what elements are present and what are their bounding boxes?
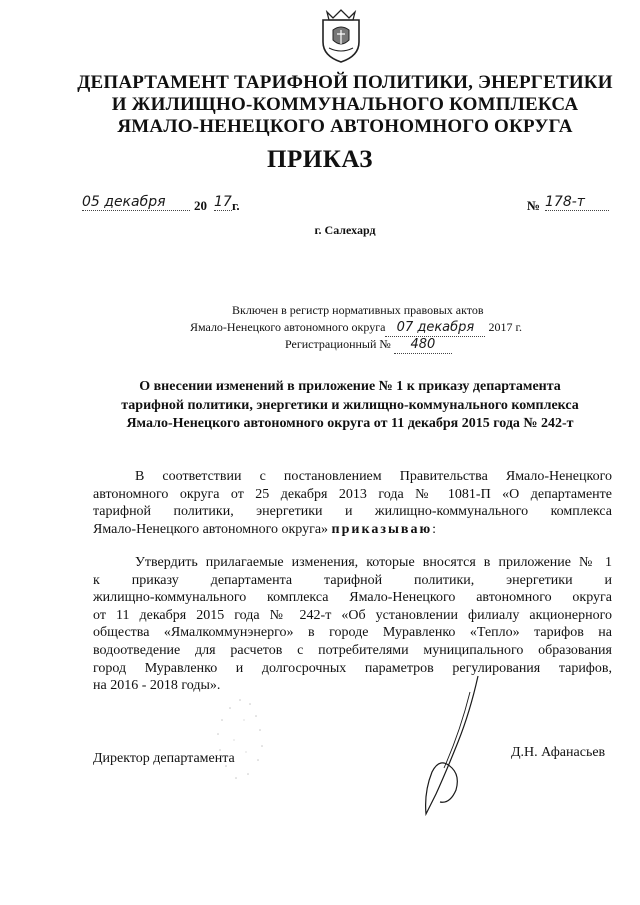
paragraph-line: тарифной политики, энергетики и жилищно-коммунального комплекса: [93, 504, 612, 520]
registration-number-label: Регистрационный №: [285, 337, 391, 351]
paragraph-line: автономного округа от 25 декабря 2013 года № 1081-П «О департаменте: [93, 486, 612, 502]
registration-year: 2017 г.: [488, 320, 523, 334]
order-number-sign: №: [527, 198, 541, 213]
paragraph-line: [93, 521, 612, 539]
city-label: г. Салехард: [314, 223, 376, 237]
registration-line-3: [285, 336, 452, 354]
paragraph-line: общества «Ямалкоммунэнерго» в городе Муравленко «Тепло» тарифов на: [93, 625, 612, 641]
preamble-paragraph: [93, 468, 612, 538]
order-year-suffix: 17: [214, 194, 232, 210]
paragraph-line: Утвердить прилагаемые изменения, которые вносятся в приложение № 1: [135, 555, 612, 570]
order-number-value: 178-т: [545, 194, 609, 211]
order-title: ПРИКАЗ: [267, 146, 373, 173]
decision-paragraph: [93, 554, 612, 695]
subject-line: Ямало-Ненецкого автономного округа от 11 декабря 2015 года № 242-т: [126, 416, 574, 431]
subject-line: тарифной политики, энергетики и жилищно-коммунального комплекса: [121, 397, 579, 413]
coat-of-arms-emblem: [319, 8, 363, 64]
department-title-line: ЯМАЛО-НЕНЕЦКОГО АВТОНОМНОГО ОКРУГА: [117, 116, 573, 137]
paragraph-text: Ямало-Ненецкого автономного округа»: [93, 521, 329, 537]
signatory-name: Д.Н. Афанасьев: [511, 745, 606, 760]
order-year-unit: г.: [232, 198, 240, 213]
department-title-line: И ЖИЛИЩНО-КОММУНАЛЬНОГО КОМПЛЕКСА: [111, 94, 579, 115]
order-subject: [95, 378, 605, 434]
department-title-line: ДЕПАРТАМЕНТ ТАРИФНОЙ ПОЛИТИКИ, ЭНЕРГЕТИКИ: [77, 72, 613, 93]
registration-line-1: Включен в регистр нормативных правовых актов: [232, 303, 484, 317]
registration-number: 480: [394, 336, 452, 354]
paragraph-line: водоотведение для расчетов с потребителями муниципального образования: [93, 642, 612, 658]
registration-date: 07 декабря: [385, 319, 485, 337]
paragraph-line: от 11 декабря 2015 года № 242-т «Об установлении филиалу акционерного: [93, 607, 612, 623]
signatory-position: Директор департамента: [93, 751, 235, 766]
order-date-day: 05 декабря: [82, 194, 190, 211]
registration-region: Ямало-Ненецкого автономного округа: [190, 320, 386, 334]
paragraph-line: город Муравленко и долгосрочных параметров регулирования тарифов,: [93, 660, 612, 676]
order-year-prefix: 20: [194, 198, 207, 213]
handwritten-signature: [400, 672, 490, 822]
decree-colon: :: [432, 521, 437, 537]
stamp-mark: [200, 690, 280, 800]
subject-line: О внесении изменений в приложение № 1 к приказу департамента: [139, 379, 561, 394]
department-title: [60, 72, 630, 138]
registration-line-2: [190, 319, 522, 337]
decree-word: приказываю: [331, 521, 433, 537]
paragraph-line: к приказу департамента тарифной политики, энергетики и: [93, 572, 612, 588]
paragraph-line: на 2016 - 2018 годы».: [93, 678, 221, 694]
paragraph-line: В соответствии с постановлением Правительства Ямало-Ненецкого: [135, 469, 612, 484]
paragraph-line: жилищно-коммунального комплекса Ямало-Ненецкого автономного округа: [93, 590, 612, 606]
